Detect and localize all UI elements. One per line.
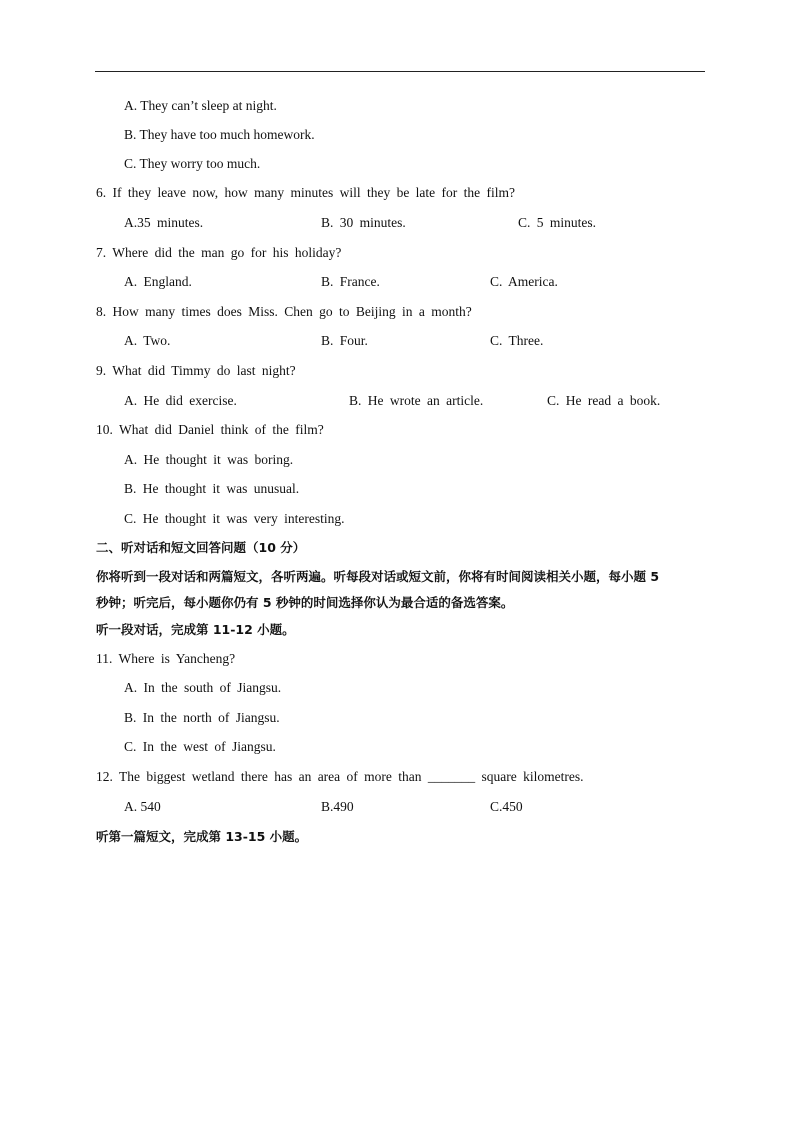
- q11-option-b: B. In the north of Jiangsu.: [124, 710, 280, 725]
- header-rule: [95, 71, 705, 72]
- q6-option-a: A.35 minutes.: [124, 215, 204, 230]
- q11-option-c: C. In the west of Jiangsu.: [124, 739, 276, 754]
- dialogue-intro: 听一段对话，完成第 11-12 小题。: [96, 622, 295, 637]
- q11-question: 11. Where is Yancheng?: [96, 651, 236, 666]
- q8-question: 8. How many times does Miss. Chen go to Beijing in a month?: [96, 304, 472, 319]
- q10-option-b: B. He thought it was unusual.: [124, 481, 300, 496]
- q9-question: 9. What did Timmy do last night?: [96, 363, 296, 378]
- q10-question: 10. What did Daniel think of the film?: [96, 422, 324, 437]
- section2-heading: 二、听对话和短文回答问题（10 分）: [96, 540, 306, 555]
- q12-question: 12. The biggest wetland there has an area of more than _______ square kilometres.: [96, 769, 584, 784]
- q7-option-a: A. England.: [124, 274, 192, 289]
- q6-option-c: C. 5 minutes.: [518, 215, 597, 230]
- passage1-intro: 听第一篇短文，完成第 13-15 小题。: [96, 829, 308, 844]
- q9-option-b: B. He wrote an article.: [349, 393, 484, 408]
- q8-option-c: C. Three.: [490, 333, 544, 348]
- q12-option-a: A. 540: [124, 799, 161, 814]
- section2-instructions-1: 你将听到一段对话和两篇短文，各听两遍。听每段对话或短文前，你将有时间阅读相关小题，每小题 5: [96, 569, 660, 584]
- q8-option-b: B. Four.: [321, 333, 368, 348]
- q11-option-a: A. In the south of Jiangsu.: [124, 680, 282, 695]
- q7-option-c: C. America.: [490, 274, 558, 289]
- q7-question: 7. Where did the man go for his holiday?: [96, 245, 342, 260]
- q8-option-a: A. Two.: [124, 333, 171, 348]
- q12-option-c: C.450: [490, 799, 523, 814]
- q5-option-c: C. They worry too much.: [124, 156, 261, 171]
- q6-question: 6. If they leave now, how many minutes will they be late for the film?: [96, 185, 516, 200]
- q7-option-b: B. France.: [321, 274, 380, 289]
- q10-option-a: A. He thought it was boring.: [124, 452, 294, 467]
- q5-option-a: A. They can’t sleep at night.: [124, 98, 277, 113]
- q9-option-c: C. He read a book.: [547, 393, 661, 408]
- q5-option-b: B. They have too much homework.: [124, 127, 315, 142]
- q12-option-b: B.490: [321, 799, 354, 814]
- q10-option-c: C. He thought it was very interesting.: [124, 511, 345, 526]
- q6-option-b: B. 30 minutes.: [321, 215, 406, 230]
- q9-option-a: A. He did exercise.: [124, 393, 237, 408]
- section2-instructions-2: 秒钟；听完后，每小题你仍有 5 秒钟的时间选择你认为最合适的备选答案。: [96, 595, 514, 610]
